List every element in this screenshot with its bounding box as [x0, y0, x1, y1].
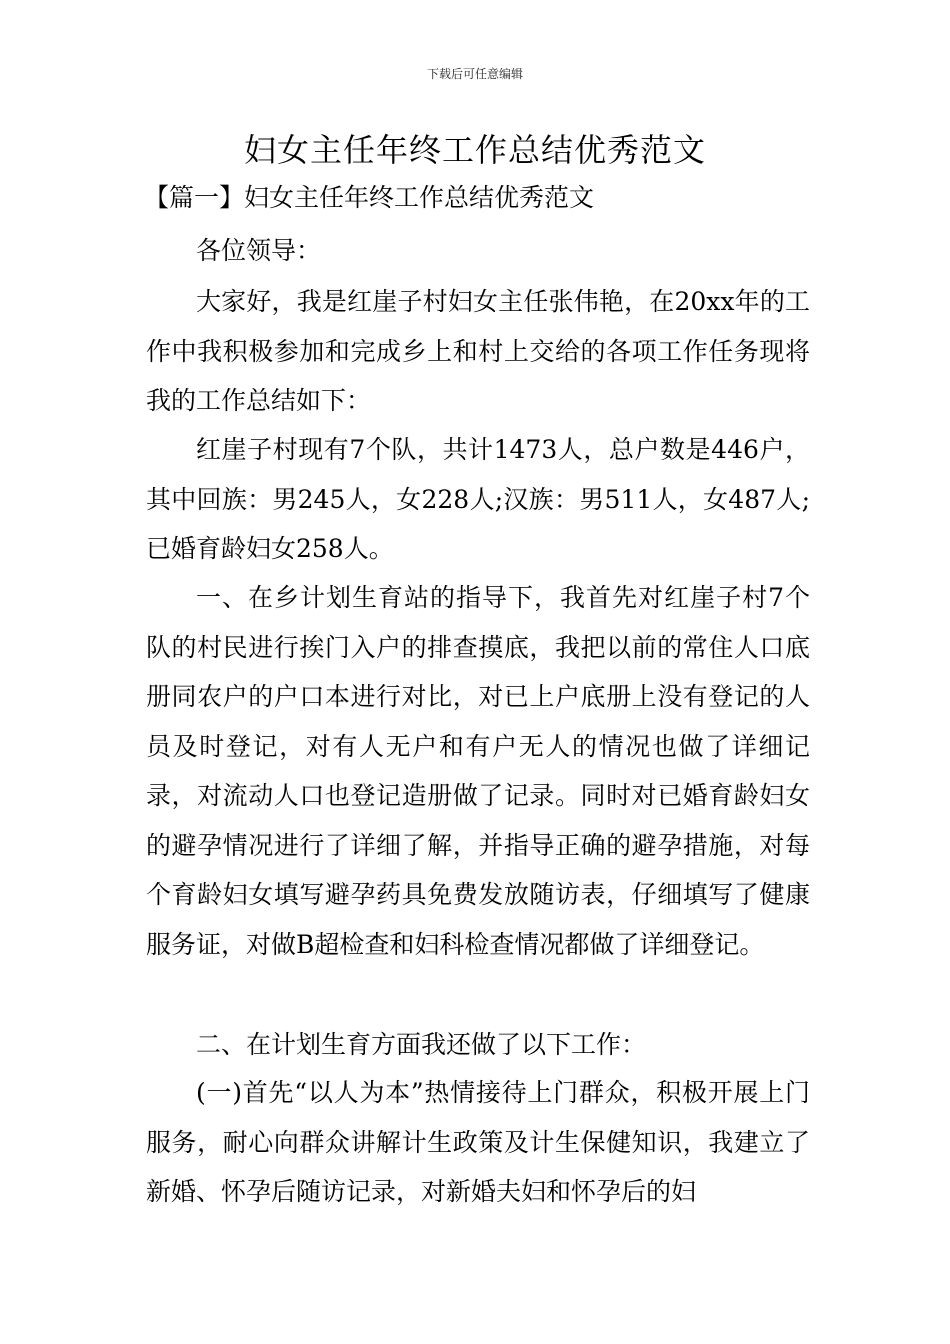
statistics-paragraph: 红崖子村现有7个队，共计1473人，总户数是446户，其中回族：男245人，女228人;汉族：男511人，女487人;已婚育龄妇女258人。 [146, 435, 810, 563]
page-header-note: 下载后可任意编辑 [426, 67, 523, 81]
section-heading: 【篇一】妇女主任年终工作总结优秀范文 [144, 183, 595, 212]
document-title: 妇女主任年终工作总结优秀范文 [243, 131, 706, 169]
section-one-paragraph: 一、在乡计划生育站的指导下，我首先对红崖子村7个队的村民进行挨门入户的排查摸底，我把以前的常住人口底册同农户的户口本进行对比，对已上户底册上没有登记的人员及时登记，对有人无户和有户无人的情况也做了详细记录，对流动人口也登记造册做了记录。同时对已婚育龄妇女的避孕情况进行了详细了解，并指导正确的避孕措施，对每个育龄妇女填写避孕药具免费发放随访表，仔细填写了健康服务证，对做B超检查和妇科检查情况都做了详细登记。 [146, 583, 810, 959]
section-two-heading-paragraph: 二、在计划生育方面我还做了以下工作： [196, 1030, 647, 1059]
intro-paragraph: 大家好，我是红崖子村妇女主任张伟艳，在20xx年的工作中我积极参加和完成乡上和村上交给的各项工作任务现将我的工作总结如下： [146, 287, 810, 415]
greeting-paragraph: 各位领导： [196, 236, 322, 265]
section-two-item-one-paragraph: (一)首先“以人为本”热情接待上门群众，积极开展上门服务，耐心向群众讲解计生政策及计生保健知识，我建立了新婚、怀孕后随访记录，对新婚夫妇和怀孕后的妇 [146, 1078, 810, 1206]
